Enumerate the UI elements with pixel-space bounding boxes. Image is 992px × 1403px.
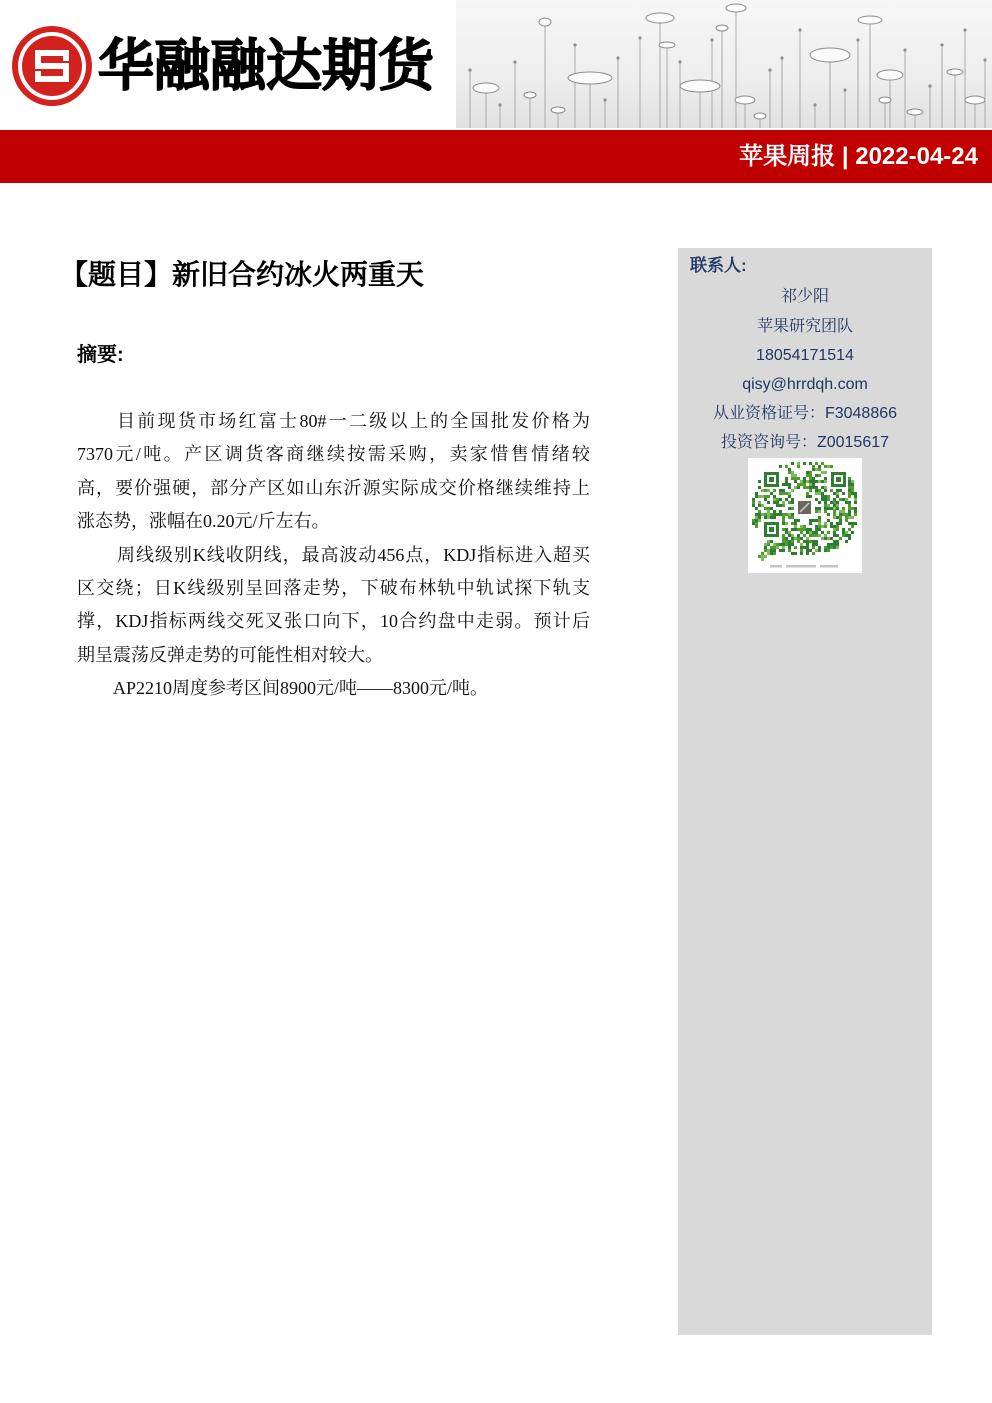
abstract-paragraph	[77, 672, 590, 705]
decoration-ellipse	[858, 16, 882, 24]
decoration-dot	[638, 36, 641, 39]
qr-code-box	[748, 458, 862, 573]
contact-sidebar	[678, 248, 932, 1335]
decoration-dot	[928, 84, 931, 87]
decoration-dot	[573, 43, 576, 46]
decoration-dot	[856, 38, 859, 41]
decoration-dot	[710, 38, 713, 41]
contact-team: 苹果研究团队	[756, 317, 853, 335]
abstract-line: 区交绕；日K线级别呈回落走势，下破布林轨中轨试探下轨支	[77, 577, 590, 598]
report-band	[0, 130, 992, 183]
decoration-dot	[798, 28, 801, 31]
abstract-paragraph	[77, 405, 590, 539]
abstract-line: 周线级别K线收阴线，最高波动456点，KDJ指标进入超买	[117, 544, 590, 565]
decoration-dot	[963, 28, 966, 31]
decoration-dot	[616, 56, 619, 59]
decoration-dot	[940, 43, 943, 46]
decoration-ellipse	[716, 25, 728, 31]
abstract-line: 7370元/吨。产区调货客商继续按需采购，卖家惜售情绪较	[77, 444, 590, 465]
contact-label: 联系人:	[690, 256, 747, 275]
decoration-ellipse	[659, 42, 675, 48]
decoration-ellipse	[879, 97, 891, 103]
decoration-ellipse	[810, 48, 850, 62]
decoration-ellipse	[947, 69, 963, 75]
abstract-line: 涨态势，涨幅在0.20元/斤左右。	[77, 511, 330, 532]
abstract-line: 撑，KDJ指标两线交死叉张口向下，10合约盘中走弱。预计后	[77, 611, 590, 632]
decoration-dot	[513, 60, 516, 63]
header-decoration	[456, 0, 992, 128]
qr-caption-mark	[820, 565, 838, 568]
decoration-ellipse	[726, 4, 746, 12]
decoration-dot	[903, 48, 906, 51]
report-title: 【题目】新旧合约冰火两重天	[60, 259, 425, 290]
company-name: 华融融达期货	[98, 34, 434, 97]
decoration-dot	[678, 60, 681, 63]
decoration-ellipse	[877, 70, 903, 80]
company-logo-icon	[11, 25, 93, 107]
decoration-dot	[468, 68, 471, 71]
decoration-dot	[843, 88, 846, 91]
decoration-ellipse	[646, 13, 674, 23]
contact-name: 祁少阳	[780, 288, 829, 306]
qr-finder-core	[836, 477, 841, 482]
decoration-ellipse	[907, 109, 923, 115]
abstract-body	[77, 405, 590, 706]
decoration-dot	[813, 103, 816, 106]
decoration-dot	[780, 56, 783, 59]
decoration-dot	[983, 58, 986, 61]
decoration-ellipse	[551, 107, 565, 113]
report-label: 苹果周报 | 2022-04-24	[739, 143, 978, 170]
decoration-ellipse	[735, 96, 755, 104]
contact-qualification-no: 从业资格证号：F3048866	[712, 405, 898, 423]
abstract-line: 目前现货市场红富士80#一二级以上的全国批发价格为	[117, 411, 590, 431]
decoration-ellipse	[539, 18, 551, 26]
decoration-dot	[768, 68, 771, 71]
decoration-ellipse	[965, 96, 985, 104]
decoration-ellipse	[568, 72, 612, 84]
contact-consulting-no: 投资咨询号：Z0015617	[720, 434, 890, 452]
abstract-paragraph	[77, 539, 590, 673]
abstract-heading: 摘要:	[77, 344, 124, 366]
decoration-dot	[498, 103, 501, 106]
decoration-dot	[603, 98, 606, 101]
qr-caption-mark	[786, 565, 816, 568]
contact-phone: 18054171514	[756, 346, 854, 364]
decoration-ellipse	[680, 80, 720, 92]
qr-caption-mark	[770, 565, 782, 568]
abstract-line: 高，要价强硬，部分产区如山东沂源实际成交价格继续维持上	[77, 477, 590, 498]
qr-finder-core	[769, 527, 774, 532]
abstract-line: AP2210周度参考区间8900元/吨——8300元/吨。	[113, 678, 489, 699]
contact-details	[678, 282, 932, 457]
contact-email: qisy@hrrdqh.com	[742, 375, 868, 393]
decoration-ellipse	[754, 113, 766, 119]
abstract-line: 期呈震荡反弹走势的可能性相对较大。	[77, 644, 383, 665]
qr-finder-core	[769, 477, 774, 482]
qr-code-icon	[748, 458, 862, 573]
decoration-ellipse	[473, 83, 499, 93]
decoration-ellipse	[524, 92, 536, 98]
